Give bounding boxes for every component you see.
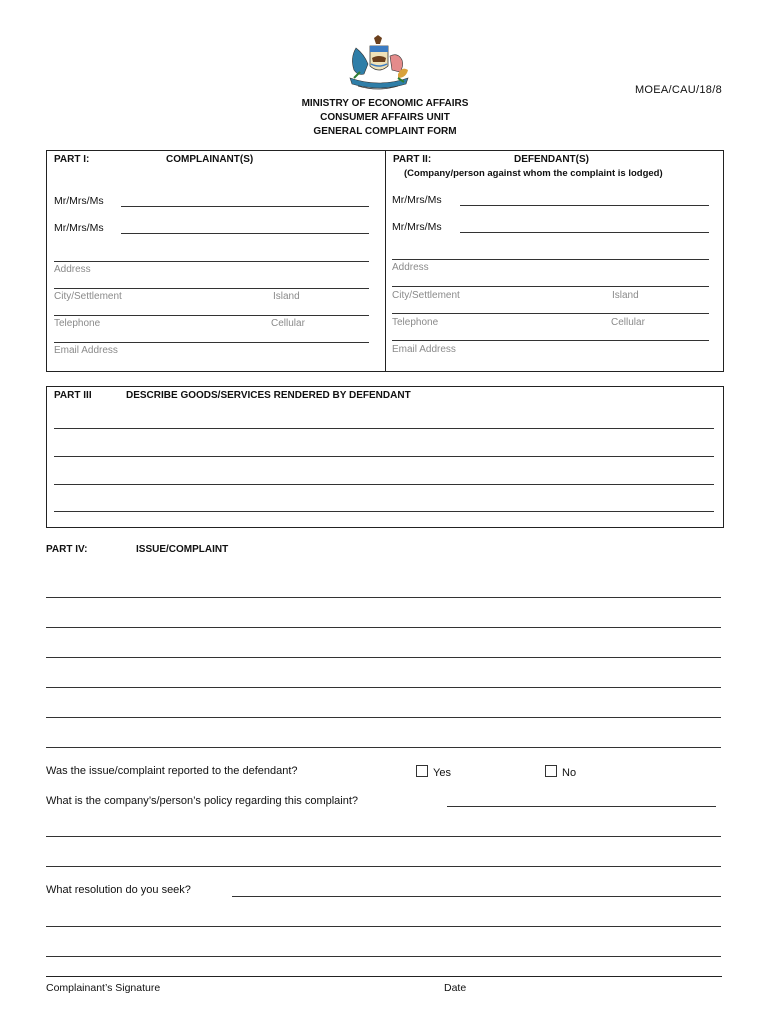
complaint-line-4[interactable] bbox=[46, 687, 721, 688]
defendant-email-input[interactable] bbox=[392, 340, 709, 341]
part2-label: PART II: bbox=[393, 154, 432, 165]
defendant-phone-input[interactable] bbox=[392, 313, 709, 314]
signature-rule[interactable] bbox=[46, 976, 722, 977]
part2-defendant-box bbox=[385, 150, 724, 372]
defendant-city-island-input[interactable] bbox=[392, 286, 709, 287]
complainant-telephone-label: Telephone bbox=[54, 318, 101, 329]
complainant-address-label: Address bbox=[54, 264, 91, 275]
complainant-city-label: City/Settlement bbox=[54, 291, 122, 302]
form-header bbox=[0, 97, 770, 139]
reported-no-option[interactable] bbox=[545, 765, 576, 779]
defendant-name-input-1[interactable] bbox=[460, 205, 709, 206]
complainant-name-label-2: Mr/Mrs/Ms bbox=[54, 222, 104, 234]
coat-of-arms-emblem bbox=[346, 34, 412, 94]
defendant-address-label: Address bbox=[392, 262, 429, 273]
part1-label: PART I: bbox=[54, 154, 90, 165]
part3-label: PART III bbox=[54, 390, 92, 401]
policy-line-1[interactable] bbox=[46, 836, 721, 837]
goods-services-line-3[interactable] bbox=[54, 484, 714, 485]
defendant-cellular-label: Cellular bbox=[611, 317, 645, 328]
policy-question: What is the company’s/person’s policy regarding this complaint? bbox=[46, 795, 359, 807]
complainant-email-input[interactable] bbox=[54, 342, 369, 343]
complaint-line-6[interactable] bbox=[46, 747, 721, 748]
defendant-name-label-2: Mr/Mrs/Ms bbox=[392, 221, 442, 233]
yes-checkbox[interactable] bbox=[416, 765, 428, 777]
complainant-email-label: Email Address bbox=[54, 345, 118, 356]
part4-title: ISSUE/COMPLAINT bbox=[136, 544, 229, 555]
policy-input-inline[interactable] bbox=[447, 806, 716, 807]
goods-services-line-1[interactable] bbox=[54, 428, 714, 429]
reported-question: Was the issue/complaint reported to the defendant? bbox=[46, 765, 298, 777]
date-label: Date bbox=[444, 982, 467, 994]
defendant-name-input-2[interactable] bbox=[460, 232, 709, 233]
goods-services-line-4[interactable] bbox=[54, 511, 714, 512]
complainant-phone-input[interactable] bbox=[54, 315, 369, 316]
yes-label: Yes bbox=[433, 767, 451, 779]
complaint-line-2[interactable] bbox=[46, 627, 721, 628]
goods-services-line-2[interactable] bbox=[54, 456, 714, 457]
complainant-name-label-1: Mr/Mrs/Ms bbox=[54, 195, 104, 207]
defendant-telephone-label: Telephone bbox=[392, 317, 439, 328]
complainant-cellular-label: Cellular bbox=[271, 318, 305, 329]
defendant-island-label: Island bbox=[612, 290, 639, 301]
complainant-island-label: Island bbox=[273, 291, 300, 302]
complainant-address-input[interactable] bbox=[54, 261, 369, 262]
defendant-name-label-1: Mr/Mrs/Ms bbox=[392, 194, 442, 206]
form-title: GENERAL COMPLAINT FORM bbox=[313, 126, 457, 137]
reported-yes-option[interactable] bbox=[416, 765, 451, 779]
complaint-line-3[interactable] bbox=[46, 657, 721, 658]
part2-title: DEFENDANT(S) bbox=[514, 154, 589, 165]
part1-title: COMPLAINANT(S) bbox=[166, 154, 254, 165]
signature-label: Complainant’s Signature bbox=[46, 982, 161, 994]
complaint-line-1[interactable] bbox=[46, 597, 721, 598]
defendant-email-label: Email Address bbox=[392, 344, 456, 355]
defendant-city-label: City/Settlement bbox=[392, 290, 460, 301]
complainant-name-input-1[interactable] bbox=[121, 206, 369, 207]
no-checkbox[interactable] bbox=[545, 765, 557, 777]
complaint-line-5[interactable] bbox=[46, 717, 721, 718]
resolution-line-2[interactable] bbox=[46, 956, 721, 957]
complainant-name-input-2[interactable] bbox=[121, 233, 369, 234]
part3-goods-services-box bbox=[46, 386, 724, 528]
unit-name: CONSUMER AFFAIRS UNIT bbox=[320, 112, 450, 123]
no-label: No bbox=[562, 767, 577, 779]
part3-title: DESCRIBE GOODS/SERVICES RENDERED BY DEFENDANT bbox=[126, 390, 411, 401]
ministry-name: MINISTRY OF ECONOMIC AFFAIRS bbox=[301, 98, 469, 109]
policy-line-2[interactable] bbox=[46, 866, 721, 867]
resolution-question: What resolution do you seek? bbox=[46, 884, 191, 896]
resolution-line-1[interactable] bbox=[46, 926, 721, 927]
part4-label: PART IV: bbox=[46, 544, 88, 555]
form-reference-code: MOEA/CAU/18/8 bbox=[634, 84, 722, 96]
part2-subtitle: (Company/person against whom the complaint is lodged) bbox=[404, 168, 663, 179]
resolution-input-inline[interactable] bbox=[232, 896, 721, 897]
complainant-city-island-input[interactable] bbox=[54, 288, 369, 289]
defendant-address-input[interactable] bbox=[392, 259, 709, 260]
